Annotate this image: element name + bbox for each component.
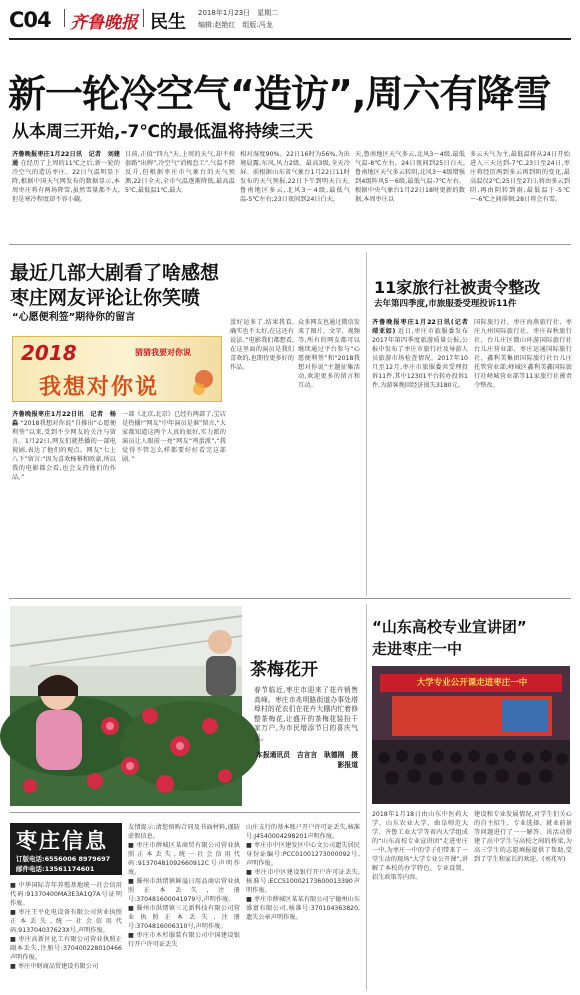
divider-dot xyxy=(64,9,65,27)
tv-col-1 xyxy=(12,410,116,590)
classified-item: ■ 枣庄高新区化工有限公司营业执照正副本丢失,注册号:370400228010466声明作废。 xyxy=(10,936,122,961)
college-photo-banner: 大学专业公开课走进枣庄一中 xyxy=(416,678,528,688)
college-body xyxy=(372,810,572,990)
classified-item: ■ 枣庄市中区建设银行开户许可证丢失,核准号:ECCS10002173600013390声明作废。 xyxy=(246,869,360,894)
classified-item: ■ 枣庄市中区建发区中心文公司遗失居民身份证编号:PCC01001273000092号,声明作废。 xyxy=(246,842,360,867)
camellia-headline: 茶梅花开 xyxy=(250,660,318,680)
camellia-credit: 本报通讯员 吉言言 耿德刚 摄影报道 xyxy=(256,751,358,769)
column-divider xyxy=(366,252,367,596)
banner-tag: 猜猜我要对你说 xyxy=(135,348,191,357)
lead-text-1: 在经历了上周的11℃之后,新一轮的冷空气的造访枣庄。22日气温明显下降,根据中国天气网发布的数据显示,本周枣庄将有两场降雪,虽然雪量都不大,但是寒冷程度却不容小觑。 xyxy=(12,160,120,203)
issue-date: 2018年1月23日 星期二 xyxy=(198,9,279,17)
page-header xyxy=(0,0,580,38)
travel-subhead: 去年第四季度,市旅服委受理投诉11件 xyxy=(374,299,517,309)
editors-line: 编辑:赵艳红 组版:冯龙 xyxy=(198,21,273,29)
classified-item: ■ 滕州市洪绪镇鲜溢日用品商店营业执照正本丢失,注册号:370481600041979号,声明作废。 xyxy=(128,878,240,903)
header-rule xyxy=(9,38,571,40)
classified-box xyxy=(10,812,360,991)
lead-rule xyxy=(9,244,571,245)
banner-slogan: 我想对你说 xyxy=(39,375,160,400)
travel-col-1 xyxy=(372,318,475,592)
lead-body xyxy=(12,150,570,242)
classified-col-3 xyxy=(246,823,360,991)
tv-body-right xyxy=(230,318,360,590)
travel-headline: 11家旅行社被责令整改 xyxy=(374,278,541,297)
tv-text-1: “2018我想对你说”自推出“心愿便利签”以来,受到不少网友的关注与留言。1月22日,网友们就热播的一部电视剧,表达了他们的观点。网友“七上八下”留言:“因为喜欢杨幂和欧豪,所以我的电影都会看,也会支持他们的作品。” xyxy=(12,420,117,481)
classified-item: ■ 枣庄市木杉服装有限公司中国建设银行开户许可证丢失 xyxy=(128,932,240,948)
classified-item: ■ 枣庄王平化电设备有限公司营业执照正本丢失,统一社会信用代码:913704037623X号,声明作废。 xyxy=(10,909,122,934)
travel-col-2: 国际旅行社、枣庄海燕旅行社、枣庄九州国际旅行社、枣庄春秋旅行社、台儿庄区微山环游国际旅行社台儿庄营业部、枣庄运通国际旅行社、鑫利美集团国际旅行社台儿庄托管营业部;峄城区鑫利美鑫国际旅行社峄城营业部等11家旅行社被责令整改。 xyxy=(474,319,572,389)
classified-title: 枣庄信息 xyxy=(16,829,108,853)
column-divider-2 xyxy=(366,604,367,990)
classified-item: ■ 中华国际青年养殖基地统一社会信用代码:91370400MA3E3A1Q7A号证明作废。 xyxy=(10,882,122,907)
lead-col-1 xyxy=(12,150,120,242)
classified-order-phone: 订版电话:6556006 8979697 xyxy=(16,855,111,863)
tv-col-4: 众多网友也通过微信发来了图片、文字、视频等,所有的网友都可以继续通过平台参与“心愿便利签”和“2018我想对你说”主题征集活动,欢迎更多的留言和互动。 xyxy=(298,319,360,389)
travel-body xyxy=(372,318,572,592)
mid-rule xyxy=(9,598,571,599)
tv-headline-2: 枣庄网友评论让你笑喷 xyxy=(10,287,201,309)
college-photo xyxy=(372,666,570,804)
tv-headline-1: 最近几部大剧看了啥感想 xyxy=(10,262,220,284)
lead-col-2: 目前,正值“四九”天,上周的天气,却不按套路“出牌”,冷空气“消极怠工”,气温不降反升,但根据枣庄市气象台的天气预测,22日全天,全市气温逐渐降低,最高温5℃,最低温1℃,最大 xyxy=(125,151,235,194)
college-headline-1: “山东高校专业宣讲团” xyxy=(372,618,527,636)
classified-item: ■ 枣庄市薛城区某某有限公司宁德州山东盛富有限公司,核准号:370104363820,遗失公章声明作废。 xyxy=(246,896,360,921)
classified-item: ■ 滕州市洪绪镇三元新科技有限公司营业执照正本丢失,注册号:3704816006310号,声明作废。 xyxy=(128,905,240,930)
classified-mail-phone: 邮件电话:13561174601 xyxy=(16,865,95,873)
tv-banner xyxy=(12,336,222,402)
classified-item: 友情提示:请您慎购合同及书面材料,谨防虚假信息。 xyxy=(128,824,240,840)
tv-col-2: 一部《北京,北京》已经有两部了,宝店是热播!“网友“中年演员是谁”留言,“大家都知道这两个人真的很好,实力派的演员让人眼前一亮”网友“鸡蛋派”,“我觉得不管怎么样都要好好看完这部剧。” xyxy=(122,411,226,463)
travel-text-1: 近日,枣庄市旅服委发布2017年第四季度旅游质量公报,公报中发布了枣庄市旅行社及导游人员旅游市场检查情况。2017年10月至12月,枣庄市旅服委共受理投诉11件,其中12301平台转办投诉1件,为游客挽回经济损失3180元。 xyxy=(372,328,469,389)
classified-header xyxy=(10,823,122,875)
tv-col-3: 蛋好运多了,结果我看,确实也不太好,在这还有说法。”电影我们都想看,在这里面的演员是我们喜欢的,也期待更多好的作品。 xyxy=(230,319,294,371)
college-col-2: 建设和专业发展情况,对学生们关心的自主招生、专业选择、就业前景等问题进行了一一解答。该活动搭建了高中学生与高校之间的桥梁,为高三学生的志愿填报提供了帮助,受到了学生和家长的欢迎。(刘兆军) xyxy=(474,811,572,863)
camellia-text: 春节临近,枣庄市迎来了花卉销售高峰。枣庄市兆明路街道办事处塔埠村的花农们在花卉大棚内忙着修整茶梅花,让盛开的茶梅花装扮千家万户,为市民增添节日的喜庆气氛。 xyxy=(254,686,358,742)
classified-col-1 xyxy=(10,881,122,991)
lead-col-4 xyxy=(355,150,465,242)
tv-byline: 齐鲁晚报枣庄1月22日讯 记者 杨淼 xyxy=(12,411,116,427)
camellia-photo xyxy=(10,606,242,806)
classified-item: ■ 枣庄中财商品贸建设有限公司 xyxy=(10,963,99,970)
lead-col-3: 相对湿度90%。22日16时为56%,为出境晨露;东风,风力2级。最高3级,全天冷屏。前根据山东省气象台1月22日11时发布的天气预报,22日下午到明天白天,鲁南地区多云,北风3～4级,最低气温-5℃左右;23日夜间到24日白天, xyxy=(240,151,350,203)
page-number: C04 xyxy=(9,8,51,32)
paper-logo: 齐鲁晚报 xyxy=(70,13,138,33)
tv-subhead: “心愿便利签”期待你的留言 xyxy=(12,312,136,323)
classified-item: ■ 枣庄市薛城区某商贸有限公司营业执照正本丢失,统一社会信用代码:91370481092660912C号声明作废。 xyxy=(128,842,240,876)
travel-byline: 齐鲁晚报枣庄1月22日讯(记者 靖亚如) xyxy=(372,319,475,335)
lead-text-4: 天,鲁南地区天气多云,北风3～4级,最低气温-8℃左右。24日夜间到25日白天,鲁南地区天气多云转阴,北风3～4级增强到4级阵风5～6级,最低气温-7℃左右。 xyxy=(355,151,465,185)
classified-col-2 xyxy=(128,823,240,991)
college-headline-2: 走进枣庄一中 xyxy=(372,640,463,658)
lead-subhead: 从本周三开始,-7℃的最低温将持续三天 xyxy=(12,122,313,142)
divider-bar xyxy=(143,9,144,27)
college-col-1: 2018年1月18日由山东中医药大学、山东农业大学、曲阜师范大学、齐鲁工业大学等省内大学组成的“山东高校专业宣讲团”走进枣庄一中,为枣庄一中的学子们带来了一堂生动的现场“大学专业公开课”,讲解了本校的办学特色、专业设置、招生政策等内容。 xyxy=(372,811,468,881)
section-title: 民生 xyxy=(150,12,186,33)
lead-col-5: 多云天气为主,最低温将从24日开始进入三天达到-7℃,23日至24日,枣庄将经历两到多云再到阴的变化,最高温仅2℃;25日至27日,将由多云到阴,再由阴转到雨,最低温于-5℃～-6℃之间徘徊;28日将会有雪。 xyxy=(470,151,570,203)
classified-item: 山庄支行的基本账户开户许可证丢失,核准号:J4540004298201声明作废。 xyxy=(246,824,360,840)
lead-headline: 新一轮冷空气“造访”,周六有降雪 xyxy=(8,72,551,116)
lead-text-5: 根据中央气象台1月22日18时更新的数据,本周枣庄以 xyxy=(355,187,465,203)
lead-byline: 齐鲁晚报枣庄1月22日讯 记者 刘建通 xyxy=(12,151,120,167)
banner-deco xyxy=(191,367,217,397)
banner-year: 2018 xyxy=(21,341,77,365)
